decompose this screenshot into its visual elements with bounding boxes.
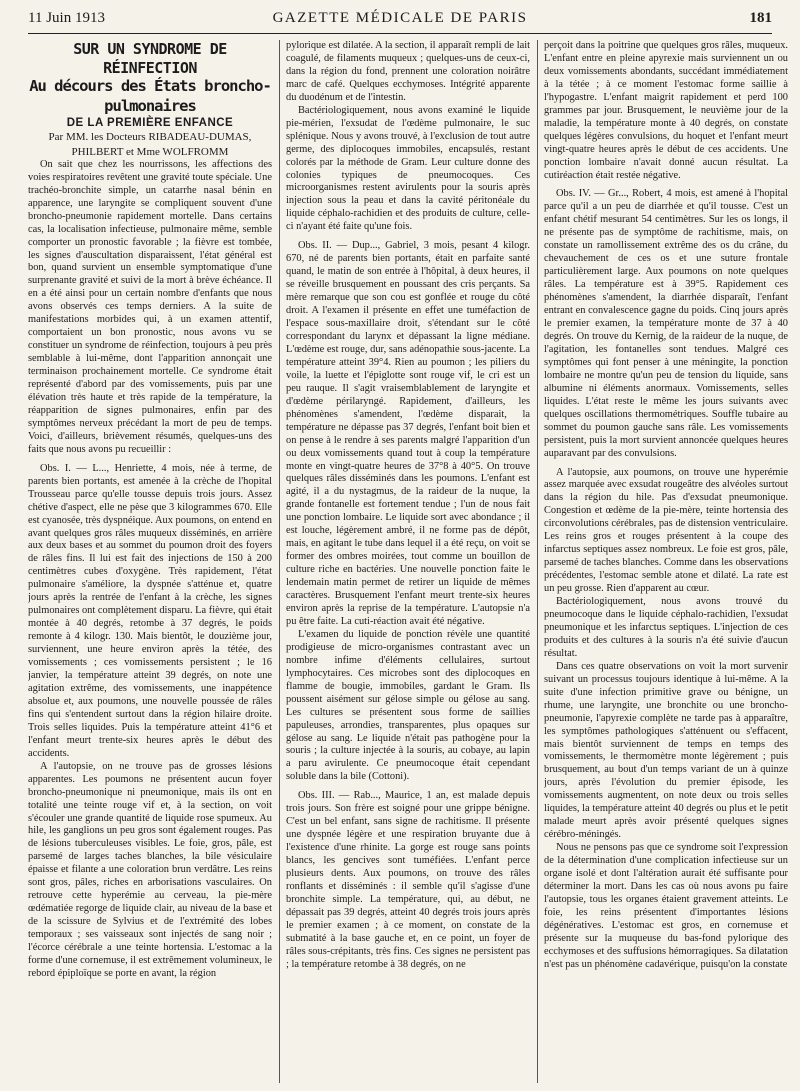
paragraph: Obs. I. — L..., Henriette, 4 mois, née à terme, de parents bien portants, est amenée à la crèche de l'hopital Trousseau parce qu'elle tousse depuis trois jours. Assez chétive d'aspect, elle ne pèse que 3 kilogrammes 670. Elle est cyanosée, très dyspnéique. Aux poumons, on entend en avant quelques gros râles muqueux disséminés, en arrière aux deux bases et au sommet du poumon droit des foyers de râles fins. Il lui est fait des injections de 150 à 200 centimètres cubes d'oxygène. Très rapidement, l'état pulmonaire s'améliore, la dyspnée s'atténue et, quatre jours après la rentrée de l'enfant à la crèche, les signes pulmonaires ont complètement disparu. La fièvre, qui était montée à 40 degrés, retombe à 37 degrés, le poids remonte à 4 kilogr. 130. Mais bientôt, le douzième jour, surviennent, une heure environ après la tétée, des vomissements ; ces vomissements persistent ; le 16 janvier, la température atteint 39 degrés, on note une agitation extrême, des vomissements, une inappétence absolue et, aux poumons, une nouvelle poussée de râles fins qui s'entendent surtout dans la région hilaire droite. Trois selles liquides. Puis la température atteint 41°6 et l'enfant meurt trente-six heures après le début des accidents. <box>28 462 272 759</box>
column-3 <box>544 40 788 1083</box>
paragraph: A l'autopsie, on ne trouve pas de grosses lésions apparentes. Les poumons ne présentent aucun foyer broncho-pneumonique ni pneumonique, mais ils ont en totalité une teinte rouge vif et, à la section, on voit s'écouler une grande quantité de liquide rose spumeux. Au hile, les ganglions un peu gros sont également rouges. Pas de lésions tuberculeuses visibles. Le foie, gros, pâle, est parsemé de larges taches blanches, la bile vésiculaire épaisse et filante a une coloration brun verdâtre. Les reins sont gros, pâles, riches en arborisations vasculaires. On retrouve cette hyperémie au cerveau, la pie-mère œdématiée regorge de liquide clair, au niveau de la base et de la scissure de Sylvius et de l'extrémité des lobes temporaux ; ses vaisseaux sont injectés de sang noir ; l'écorce cérébrale a une teinte hortensia. L'estomac a la forme d'une cornemuse, il est extrêmement volumineux, le rebord épiploïque se porte en avant, la région <box>28 760 272 979</box>
article-title-line2: Au décours des États broncho-pulmonaires <box>29 77 271 115</box>
authors-line1: Par MM. les Docteurs RIBADEAU-DUMAS, <box>48 131 252 144</box>
paragraph: On sait que chez les nourrissons, les affections des voies respiratoires revêtent une gravité toute spéciale. Une trachéo-bronchite simple, un catarrhe nasal bénin en apparence, une laryngite se compliquent souvent d'une broncho-pneumonie rapidement mortelle. Dans certains cas, la localisation infectieuse, pulmonaire même, semble comporter un pronostic favorable ; la fièvre est tombée, les signes d'auscultation disparaissent, l'état général est bon, quand survient un ensemble symptomatique d'une surprenante gravité et suivi de la mort à brève échéance. Il en a été ainsi pour un certain nombre d'enfants que nous avons observés ces temps derniers. A la suite de manifestations morbides qui, à un examen attentif, comportaient un bon pronostic, nous avons vu se constituer un syndrome de réinfection, toujours à peu près semblable à lui-même, dont l'apparition annonçait une terminaison prochainement mortelle. Ce syndrome était représenté d'abord par des vomissements, puis par une élévation très haute et très rapide de la température, la réapparition de signes pulmonaires, enfin par des symptômes nerveux précédant la mort de peu de temps. Voici, d'ailleurs, brièvement résumés, quelques-uns des faits que nous avons pu recueillir : <box>28 158 272 455</box>
paragraph: pylorique est dilatée. A la section, il apparaît rempli de lait coagulé, de filaments muqueux ; quelques-uns de ceux-ci, dans la région du fond, prennent une coloration noirâtre marc de café. Quelques ecchymoses. Intégrité apparente du duodénum et de l'intestin. <box>286 40 530 103</box>
header-rule <box>28 33 772 34</box>
running-header <box>28 10 772 32</box>
page-number: 181 <box>749 10 772 26</box>
paragraph: L'examen du liquide de ponction révèle une quantité prodigieuse de micro-organismes contrastant avec un nombre infime d'éléments cellulaires, surtout lymphocytaires. Ces microbes sont des diplocoques en flamme de bougie, immobiles, gardant le Gram. Ils poussent aisément sur gélose simple ou gélose au sang. Les cultures se présentent sous forme de saillies papuleuses, arrondies, transparentes, plus opaques sur gélose au sang. Le liquide n'était pas pathogène pour la souris ; la culture injectée à la souris, au cobaye, au lapin a paru avirulente. Ce pneumocoque était cependant soluble dans la bile (Cottoni). <box>286 628 530 783</box>
paragraph: Nous ne pensons pas que ce syndrome soit l'expression de la détermination d'une complication infectieuse sur un organe isolé et dont l'altération aurait été suffisante pour déterminer la mort. Dans les cas où nous avons pu faire l'autopsie, tous les organes étaient gravement atteints. Le foie, les reins présentent d'importantes lésions dégénératives. L'estomac est gros, en cornemuse et présente sur la muqueuse du bas-fond pylorique des ecchymoses et des suffusions hémorragiques. Sa dilatation n'est pas un phénomène cadavérique, puisqu'on la constate <box>544 842 788 970</box>
paragraph: Obs. III. — Rab..., Maurice, 1 an, est malade depuis trois jours. Son frère est soigné pour une grippe bénigne. C'est un bel enfant, sans signe de rachitisme. Il présente une dyspnée légère et une respiration bruyante due à l'existence d'une rhinite. La gorge est rouge sans points blancs, les gencives sont tuméfiées. L'enfant perce plusieurs dents. Aux poumons, on trouve des râles ronflants et disséminés : il semble qu'il s'agisse d'une bronchite simple. La température, qui, au début, ne dépassait pas 39 degrés, atteint 40 degrés trois jours après le premier examen ; à ce moment, on constate de la submatité à la base gauche et, en ce point, un foyer de râles sous-crépitants, très fins. Ces signes ne persistent pas ; la température retombe à 38 degrés, on ne <box>286 790 530 970</box>
text-columns <box>28 40 788 1083</box>
article-authors <box>28 130 272 159</box>
paragraph: Bactériologiquement, nous avons trouvé du pneumocoque dans le liquide céphalo-rachidien, l'exsudat pneumonique et les infarctus septiques. L'injection de ces produits et des cultures à la souris n'a été suivie d'aucun résultat. <box>544 596 788 659</box>
issue-date: 11 Juin 1913 <box>28 10 105 26</box>
paragraph: A l'autopsie, aux poumons, on trouve une hyperémie assez marquée avec exsudat rougeâtre des alvéoles surtout dans la région du hile. Pas d'exsudat pneumonique. Congestion et œdème de la pie-mère, teinte hortensia des circonvolutions cérébrales, pas de distension ventriculaire. Les reins gros et rouges présentent à la coupe des infarctus septiques assez nombreux. Le foie est gros, pâle, parsemé de taches blanches. Comme dans les observations précédentes, l'estomac semble atone et dilaté. La rate est un peu grosse. Rien d'apparent au cœur. <box>544 466 788 595</box>
column-1 <box>28 40 272 1083</box>
paragraph: perçoit dans la poitrine que quelques gros râles, muqueux. L'enfant entre en pleine apyrexie mais surviennent un ou deux vomissements abondants, succédant immédiatement à la tétée ; à ce moment l'estomac forme saillie à l'hypogastre. L'enfant maigrit rapidement et perd 100 grammes par jour. Brusquement, le neuvième jour de la maladie, la température monte à 40 degrés, on constate quelques légères convulsions, du hoquet et l'enfant meurt vingt-quatre heures après le début de ces accidents. Une ponction lombaire n'avait donné aucun résultat. La cutiréaction était restée négative. <box>544 40 788 181</box>
paragraph: Dans ces quatre observations on voit la mort survenir suivant un processus toujours identique à lui-même. A la suite d'une infection primitive grave ou bénigne, un rhume, une laryngite, une bronchite ou une broncho-pneumonie, l'apyrexie complète ne tarde pas à apparaître, les symptômes pathologiques s'atténuent ou s'effacent, mais bientôt surviennent de temps en temps des vomissements, le thermomètre monte légèrement ; puis brusquement, au bout d'un temps variant de un à quinze jours, après l'évolution du premier épisode, les vomissements augmentent, on note deux ou trois selles liquides, la température atteint 40 degrés ou plus et le petit malade meurt après avoir présenté quelques signes cérébro-méningés. <box>544 660 788 841</box>
paragraph: Bactériologiquement, nous avons examiné le liquide pie-mérien, l'exsudat de l'œdème pulmonaire, le suc splénique. Nous y avons trouvé, à l'exclusion de tout autre germe, des diplocoques immobiles, encapsulés, restant colorés par la méthode de Gram. Leur culture donne des colonies typiques de pneumocoques. Ces microorganismes restent avirulents pour la souris après injection sous la peau et dans la cavité péritonéale du liquide céphalo-rachidien et des produits de culture, celle-ci n'ayant été faite qu'une fois. <box>286 104 530 233</box>
article-subtitle: DE LA PREMIÈRE ENFANCE <box>66 116 234 129</box>
journal-title: GAZETTE MÉDICALE DE PARIS <box>272 10 528 26</box>
paragraph: Obs. IV. — Gr..., Robert, 4 mois, est amené à l'hopital parce qu'il a un peu de diarrhée et qu'il tousse. C'est un enfant chétif mesurant 54 centimètres. Sur les os longs, il ne présente pas de symptôme de rachitisme, mais, on constate un ramollissement extrême des os du crâne, du chevauchement de ces os et une suture frontale particulièrement large. Aux poumons on note quelques râles. La température est à 39°5. Rapidement ces phénomènes s'amendent, la diarrhée disparaît, l'enfant entrant en convalescence gagne du poids. Cinq jours après le premier examen, la température monte de 37 à 40 degrés. On trouve du Kernig, de la raideur de la nuque, de l'agitation, les fontanelles sont tendues. Malgré ces symptômes qui font penser à une méningite, la ponction lombaire ne montre qu'un peu de tension du liquide, sans albumine ni éléments anormaux. Vomissements, selles liquides. L'état reste le même les jours suivants avec quelques oscillations thermométriques. Souffle tubaire au sommet du poumon gauche sans râle. Les vomissements persistent, puis la mort survient annoncée quelques heures auparavant par des convulsions. <box>544 188 788 459</box>
column-divider <box>279 40 280 1083</box>
article-title-line1: SUR UN SYNDROME DE RÉINFECTION <box>73 40 227 77</box>
column-2 <box>286 40 530 1083</box>
column-divider <box>537 40 538 1083</box>
paragraph: Obs. II. — Dup..., Gabriel, 3 mois, pesant 4 kilogr. 670, né de parents bien portants, était en parfaite santé quand, le matin de son entrée à l'hôpital, à deux heures, il se réveille brusquement en poussant des cris perçants. Sa mère remarque que son cou est gonflée et rouge du côté droit. A l'examen il présente en effet une tuméfaction de l'espace sous-maxillaire droit, s'étendant sur le côté correspondant du larynx et dépassant la ligne médiane. L'œdème est rouge, dur, sans adénopathie sous-jacente. La température atteint 39°4. Rien au poumon ; les piliers du voile, la luette et l'épiglotte sont rouge vif, le cri est un peu rauque. Il s'agit vraisemblablement de laryngite et d'œdème périlaryngé. Rapidement, d'ailleurs, les phénomènes s'amendent, l'œdème disparait, la température ne dépasse pas 37 degrés, l'enfant boit bien et on pense à le rendre à ses parents malgré l'apparition d'un ou deux vomissements quand tout à coup la température monte en vingt-quatre heures de 37°8 à 40°5. On trouve quelques râles disséminés dans les poumons. L'enfant est agité, il a du nystagmus, de la raideur de la nuque, la grande fontanelle est fortement tendue ; l'un de nous fait une ponction lombaire. Le liquide sort avec abondance ; il est louche, légèrement ambré, il ne forme pas de dépôt, mais, en agitant le tube dans lequel il a été reçu, on voit se former des ombres moirées, tout comme un bouillon de culture riche en bactéries. Une nouvelle ponction faite le lendemain matin permet de retirer un liquide de mêmes caractères. Brusquement l'enfant meurt trente-six heures environ après la reprise de la température. L'autopsie n'a pu être faite. La cuti-réaction avait été négative. <box>286 240 530 627</box>
authors-line2: PHILBERT et Mme WOLFROMM <box>71 145 229 158</box>
